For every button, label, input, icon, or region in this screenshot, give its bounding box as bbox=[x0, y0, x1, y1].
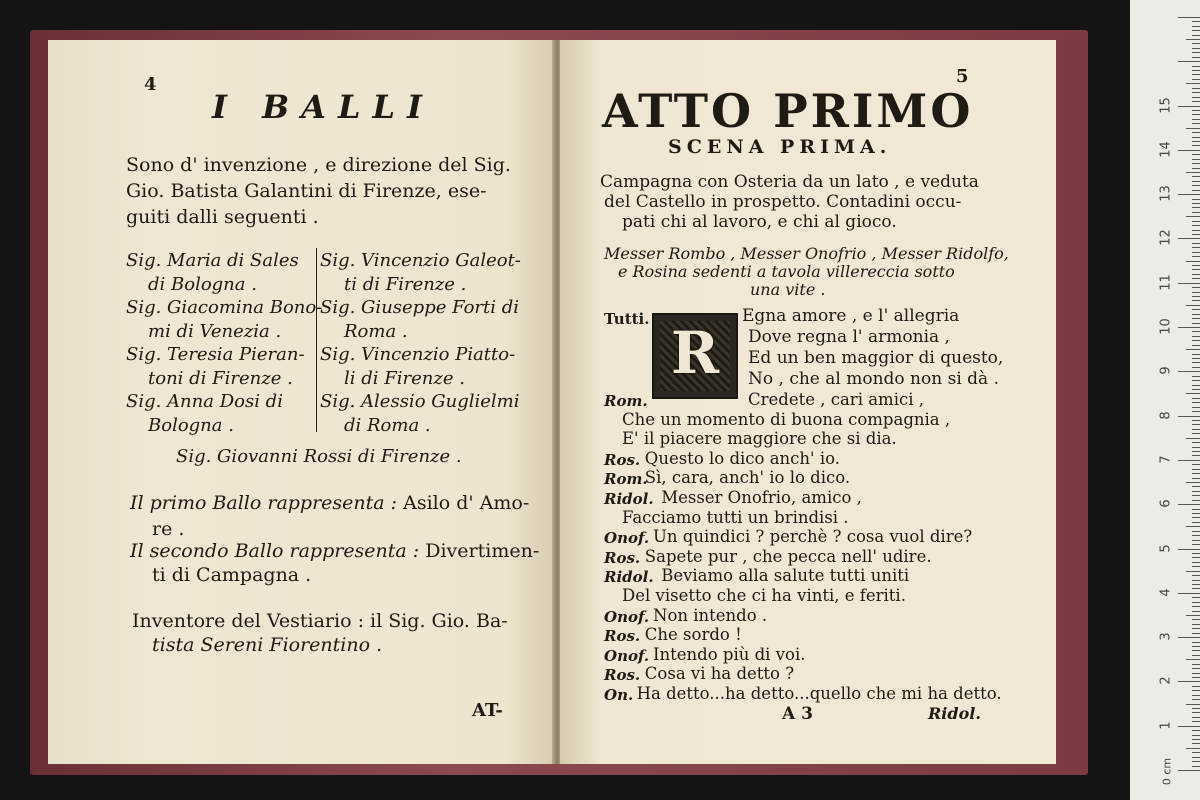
ruler-tick bbox=[1192, 646, 1200, 647]
costume-line: Inventore del Vestiario : il Sig. Gio. Ba- bbox=[132, 610, 508, 632]
ballo-line: re . bbox=[152, 518, 185, 540]
ruler-tick bbox=[1192, 221, 1200, 222]
ruler-tick bbox=[1192, 495, 1200, 496]
ruler-tick bbox=[1192, 30, 1200, 31]
verse-line: Dove regna l' armonia , bbox=[748, 327, 950, 347]
dancer-entry: toni di Firenze . bbox=[148, 368, 293, 389]
ruler-tick bbox=[1192, 137, 1200, 138]
ruler-tick bbox=[1192, 531, 1200, 532]
ruler-tick bbox=[1192, 141, 1200, 142]
ruler-tick bbox=[1192, 185, 1200, 186]
ruler-tick bbox=[1192, 252, 1200, 253]
ruler-number: 14 bbox=[1158, 141, 1174, 158]
ruler-tick bbox=[1186, 393, 1200, 394]
ruler-tick bbox=[1186, 172, 1200, 173]
ruler-tick bbox=[1192, 588, 1200, 589]
ruler-tick bbox=[1192, 717, 1200, 718]
ruler-tick bbox=[1192, 207, 1200, 208]
column-separator bbox=[316, 248, 317, 432]
ballo-line: ti di Campagna . bbox=[152, 564, 312, 586]
ruler-tick bbox=[1186, 261, 1200, 262]
dialogue-line: Cosa vi ha detto ? bbox=[644, 664, 795, 684]
dialogue-line: Sapete pur , che pecca nell' udire. bbox=[644, 546, 932, 566]
ruler-tick bbox=[1178, 460, 1200, 461]
dancer-entry: Roma . bbox=[344, 321, 408, 342]
costume-line: tista Sereni Fiorentino . bbox=[152, 634, 383, 656]
verse-line: Ed un ben maggior di questo, bbox=[748, 348, 1004, 368]
ruler-tick bbox=[1192, 535, 1200, 536]
characters-line: Messer Rombo , Messer Onofrio , Messer Ridolfo, bbox=[604, 244, 1009, 263]
ruler-tick bbox=[1192, 309, 1200, 310]
ruler-tick bbox=[1192, 43, 1200, 44]
dancer-entry: ti di Firenze . bbox=[344, 274, 467, 295]
ruler-tick bbox=[1192, 730, 1200, 731]
ruler-tick bbox=[1192, 402, 1200, 403]
intro-line: Sono d' invenzione , e direzione del Sig. bbox=[126, 154, 511, 176]
ruler-tick bbox=[1192, 199, 1200, 200]
ruler-tick bbox=[1192, 580, 1200, 581]
ruler-tick bbox=[1192, 323, 1200, 324]
ballo-label: Il primo Ballo rappresenta : bbox=[130, 492, 398, 514]
ruler-tick bbox=[1192, 544, 1200, 545]
speaker-label: Ros. bbox=[604, 450, 641, 469]
ruler-tick bbox=[1192, 52, 1200, 53]
ruler-tick bbox=[1192, 761, 1200, 762]
ruler-tick bbox=[1192, 433, 1200, 434]
dialogue-line: Del visetto che ci ha vinti, e feriti. bbox=[622, 586, 906, 605]
ruler-tick bbox=[1192, 97, 1200, 98]
ruler-tick bbox=[1178, 549, 1200, 550]
ruler-number: 7 bbox=[1158, 455, 1174, 464]
ruler-tick bbox=[1186, 349, 1200, 350]
ruler-tick bbox=[1178, 504, 1200, 505]
ruler-tick bbox=[1192, 336, 1200, 337]
ruler-tick bbox=[1192, 79, 1200, 80]
ruler-tick bbox=[1192, 486, 1200, 487]
dancer-entry: Sig. Giacomina Bono- bbox=[126, 297, 323, 318]
ruler-tick bbox=[1192, 735, 1200, 736]
ruler-tick bbox=[1192, 176, 1200, 177]
ruler-tick bbox=[1192, 739, 1200, 740]
ruler-tick bbox=[1186, 438, 1200, 439]
ruler-tick bbox=[1192, 269, 1200, 270]
dialogue-line: Che un momento di buona compagnia , bbox=[622, 409, 951, 429]
dancer-entry: Sig. Maria di Sales bbox=[126, 250, 299, 271]
ruler-tick bbox=[1192, 668, 1200, 669]
ruler-tick bbox=[1192, 429, 1200, 430]
dialogue-line: Che sordo ! bbox=[644, 625, 742, 645]
ruler-tick bbox=[1192, 540, 1200, 541]
ruler-tick bbox=[1192, 628, 1200, 629]
scene-title: SCENA PRIMA. bbox=[668, 136, 892, 158]
dancer-entry: di Bologna . bbox=[148, 274, 257, 295]
ruler-tick bbox=[1178, 61, 1200, 62]
ballo-label: Il secondo Ballo rappresenta : bbox=[130, 540, 420, 562]
left-page bbox=[48, 40, 554, 764]
ruler-tick bbox=[1192, 292, 1200, 293]
ruler-tick bbox=[1192, 673, 1200, 674]
ballo-line bbox=[130, 540, 539, 562]
ruler-tick bbox=[1192, 695, 1200, 696]
ruler-tick bbox=[1192, 650, 1200, 651]
ruler-tick bbox=[1192, 70, 1200, 71]
ruler-tick bbox=[1186, 216, 1200, 217]
ruler-tick bbox=[1178, 106, 1200, 107]
ruler-tick bbox=[1192, 168, 1200, 169]
speaker-label: Ros. bbox=[604, 666, 641, 685]
ruler-tick bbox=[1192, 101, 1200, 102]
ruler-tick bbox=[1192, 655, 1200, 656]
intro-line: guiti dalli seguenti . bbox=[126, 206, 319, 228]
ruler-tick bbox=[1192, 575, 1200, 576]
ruler-tick bbox=[1186, 83, 1200, 84]
signature-mark: A 3 bbox=[782, 704, 813, 724]
ballo-text: Divertimen- bbox=[425, 540, 540, 562]
ruler-tick bbox=[1186, 526, 1200, 527]
ruler-tick bbox=[1192, 566, 1200, 567]
ruler-tick bbox=[1186, 615, 1200, 616]
dancer-entry: Sig. Giovanni Rossi di Firenze . bbox=[176, 446, 462, 467]
ruler-number: 5 bbox=[1158, 543, 1174, 553]
dancer-entry: li di Firenze . bbox=[344, 368, 465, 389]
ruler-tick bbox=[1192, 247, 1200, 248]
ruler-tick bbox=[1186, 748, 1200, 749]
ruler-tick bbox=[1192, 385, 1200, 386]
speaker-label: Rom. bbox=[604, 470, 648, 489]
ruler-number: 9 bbox=[1158, 366, 1174, 375]
ruler-tick bbox=[1192, 721, 1200, 722]
ruler-number: 6 bbox=[1158, 499, 1174, 508]
ruler-tick bbox=[1192, 119, 1200, 120]
catchword: AT- bbox=[472, 700, 503, 721]
ruler-tick bbox=[1192, 300, 1200, 301]
ruler-tick bbox=[1192, 367, 1200, 368]
ruler-tick bbox=[1192, 500, 1200, 501]
speaker-label: Ros. bbox=[604, 627, 641, 646]
ruler-tick bbox=[1192, 517, 1200, 518]
ruler-number: 1 bbox=[1158, 721, 1174, 730]
right-page bbox=[560, 40, 1056, 764]
ruler-tick bbox=[1178, 283, 1200, 284]
ruler-tick bbox=[1192, 376, 1200, 377]
ruler-tick bbox=[1192, 522, 1200, 523]
ruler-tick bbox=[1192, 424, 1200, 425]
ruler-tick bbox=[1192, 447, 1200, 448]
ruler-tick bbox=[1192, 699, 1200, 700]
ruler-tick bbox=[1192, 145, 1200, 146]
ruler-tick bbox=[1192, 345, 1200, 346]
ornament-letter: R bbox=[670, 319, 720, 387]
ruler-tick bbox=[1192, 455, 1200, 456]
ruler-tick bbox=[1192, 354, 1200, 355]
ruler-tick bbox=[1192, 74, 1200, 75]
ruler-number: 13 bbox=[1158, 185, 1174, 202]
ruler-tick bbox=[1192, 633, 1200, 634]
ruler-tick bbox=[1192, 362, 1200, 363]
dialogue-line: Credete , cari amici , bbox=[748, 390, 924, 409]
ruler-tick bbox=[1192, 92, 1200, 93]
ruler-tick bbox=[1192, 708, 1200, 709]
ruler-tick bbox=[1192, 274, 1200, 275]
dancer-entry: Sig. Vincenzio Piatto- bbox=[320, 344, 516, 365]
dialogue-line: Sì, cara, anch' io lo dico. bbox=[644, 468, 851, 488]
ruler-tick bbox=[1192, 606, 1200, 607]
dancer-entry: mi di Venezia . bbox=[148, 321, 282, 342]
ruler-tick bbox=[1192, 163, 1200, 164]
dialogue-line: Facciamo tutti un brindisi . bbox=[622, 507, 849, 527]
ruler-tick bbox=[1192, 181, 1200, 182]
ruler-tick bbox=[1178, 593, 1200, 594]
ruler-tick bbox=[1192, 243, 1200, 244]
ruler-tick bbox=[1192, 677, 1200, 678]
ballo-line bbox=[130, 492, 529, 514]
page-heading: I BALLI bbox=[212, 88, 434, 126]
ruler-tick bbox=[1192, 21, 1200, 22]
ruler-tick bbox=[1192, 278, 1200, 279]
ruler-tick bbox=[1192, 110, 1200, 111]
ruler-tick bbox=[1178, 371, 1200, 372]
ruler-tick bbox=[1192, 287, 1200, 288]
speaker-label: Ros. bbox=[604, 548, 641, 567]
ruler-tick bbox=[1192, 766, 1200, 767]
dancer-entry: Sig. Anna Dosi di bbox=[126, 391, 283, 412]
verse-line: No , che al mondo non si dà . bbox=[748, 369, 999, 389]
ruler-tick bbox=[1178, 416, 1200, 417]
speaker-label: Ridol. bbox=[604, 490, 654, 508]
ruler-tick bbox=[1186, 128, 1200, 129]
speaker-label: Onof. bbox=[604, 646, 650, 665]
ruler-tick bbox=[1192, 491, 1200, 492]
setting-line: del Castello in prospetto. Contadini occu- bbox=[604, 192, 962, 212]
ruler-tick bbox=[1192, 602, 1200, 603]
ruler-number: 12 bbox=[1158, 229, 1174, 247]
ruler-tick bbox=[1192, 57, 1200, 58]
ruler-number: 8 bbox=[1158, 410, 1174, 420]
ruler-tick bbox=[1192, 712, 1200, 713]
ruler-tick bbox=[1192, 664, 1200, 665]
ruler-number: 3 bbox=[1158, 632, 1174, 641]
ruler-tick bbox=[1186, 571, 1200, 572]
ruler-tick bbox=[1192, 464, 1200, 465]
ruler-tick bbox=[1192, 690, 1200, 691]
ruler-tick bbox=[1192, 225, 1200, 226]
ruler-tick bbox=[1192, 88, 1200, 89]
ruler-tick bbox=[1192, 509, 1200, 510]
dancer-entry: Sig. Alessio Guglielmi bbox=[320, 391, 520, 412]
ruler-tick bbox=[1192, 35, 1200, 36]
ruler-tick bbox=[1192, 159, 1200, 160]
setting-line: Campagna con Osteria da un lato , e veduta bbox=[600, 172, 979, 192]
ruler-tick bbox=[1192, 265, 1200, 266]
measurement-ruler bbox=[1130, 0, 1200, 800]
speaker-label: Onof. bbox=[604, 607, 650, 626]
ruler-tick bbox=[1192, 513, 1200, 514]
ruler-tick bbox=[1192, 340, 1200, 341]
ruler-tick bbox=[1178, 770, 1200, 771]
ruler-number: 11 bbox=[1158, 273, 1174, 291]
ruler-number: 2 bbox=[1158, 676, 1174, 686]
ruler-tick bbox=[1192, 757, 1200, 758]
ruler-tick bbox=[1192, 624, 1200, 625]
ruler-tick bbox=[1192, 752, 1200, 753]
dialogue-line: Questo lo dico anch' io. bbox=[644, 448, 840, 468]
dialogue-line: Beviamo alla salute tutti uniti bbox=[661, 566, 910, 586]
ruler-tick bbox=[1192, 619, 1200, 620]
verse-line: Egna amore , e l' allegria bbox=[742, 306, 960, 326]
ruler-tick bbox=[1192, 451, 1200, 452]
ruler-tick bbox=[1178, 637, 1200, 638]
ruler-tick bbox=[1192, 473, 1200, 474]
ruler-tick bbox=[1192, 611, 1200, 612]
ruler-tick bbox=[1178, 194, 1200, 195]
ruler-tick bbox=[1178, 726, 1200, 727]
dancer-entry: di Roma . bbox=[344, 415, 431, 436]
ruler-tick bbox=[1192, 154, 1200, 155]
ruler-tick bbox=[1192, 442, 1200, 443]
ruler-tick bbox=[1178, 681, 1200, 682]
ruler-tick bbox=[1192, 203, 1200, 204]
ruler-tick bbox=[1192, 469, 1200, 470]
ruler-tick bbox=[1192, 743, 1200, 744]
ruler-tick bbox=[1192, 562, 1200, 563]
decorated-initial-r bbox=[652, 313, 738, 399]
ruler-tick bbox=[1192, 230, 1200, 231]
ruler-unit: 0 cm bbox=[1160, 757, 1174, 786]
ruler-tick bbox=[1192, 478, 1200, 479]
act-title: ATTO PRIMO bbox=[602, 84, 974, 138]
ruler-tick bbox=[1192, 398, 1200, 399]
ruler-tick bbox=[1192, 123, 1200, 124]
intro-line: Gio. Batista Galantini di Firenze, ese- bbox=[126, 180, 487, 202]
ruler-tick bbox=[1192, 553, 1200, 554]
ruler-tick bbox=[1192, 358, 1200, 359]
ruler-tick bbox=[1186, 39, 1200, 40]
ruler-tick bbox=[1192, 26, 1200, 27]
characters-line: e Rosina sedenti a tavola villereccia sotto bbox=[618, 262, 955, 281]
ruler-number: 4 bbox=[1158, 588, 1174, 597]
ruler-tick bbox=[1192, 597, 1200, 598]
dialogue-line: Messer Onofrio, amico , bbox=[661, 488, 862, 507]
characters-line: una vite . bbox=[750, 280, 826, 299]
dancer-entry: Sig. Teresia Pieran- bbox=[126, 344, 305, 365]
ruler-tick bbox=[1192, 686, 1200, 687]
ruler-tick bbox=[1192, 407, 1200, 408]
ruler-number: 15 bbox=[1158, 96, 1174, 114]
ballo-text: Asilo d' Amo- bbox=[403, 492, 530, 514]
ruler-tick bbox=[1178, 238, 1200, 239]
ruler-tick bbox=[1192, 411, 1200, 412]
catchword: Ridol. bbox=[928, 704, 981, 723]
page-number: 5 bbox=[956, 66, 969, 87]
ruler-tick bbox=[1192, 66, 1200, 67]
ruler-tick bbox=[1192, 114, 1200, 115]
ruler-tick bbox=[1186, 704, 1200, 705]
ruler-tick bbox=[1192, 234, 1200, 235]
ruler-number: 10 bbox=[1158, 318, 1174, 335]
dancer-entry: Sig. Vincenzio Galeot- bbox=[320, 250, 521, 271]
speaker-label: Rom. bbox=[604, 392, 648, 410]
ruler-tick bbox=[1192, 132, 1200, 133]
ruler-tick bbox=[1192, 48, 1200, 49]
ruler-tick bbox=[1186, 482, 1200, 483]
page-number: 4 bbox=[144, 74, 157, 95]
ruler-tick bbox=[1178, 327, 1200, 328]
ruler-tick bbox=[1192, 256, 1200, 257]
ruler-tick bbox=[1186, 305, 1200, 306]
speaker-label: On. bbox=[604, 686, 634, 704]
ruler-tick bbox=[1192, 642, 1200, 643]
ruler-tick bbox=[1192, 314, 1200, 315]
ruler-tick bbox=[1186, 659, 1200, 660]
dialogue-line: Intendo più di voi. bbox=[653, 644, 806, 664]
ruler-tick bbox=[1192, 212, 1200, 213]
ruler-tick bbox=[1192, 420, 1200, 421]
ruler-tick bbox=[1192, 296, 1200, 297]
speaker-label: Onof. bbox=[604, 529, 650, 548]
ruler-tick bbox=[1192, 190, 1200, 191]
dancer-entry: Sig. Giuseppe Forti di bbox=[320, 297, 520, 318]
ruler-tick bbox=[1178, 150, 1200, 151]
dancer-entry: Bologna . bbox=[148, 415, 234, 436]
ruler-tick bbox=[1192, 584, 1200, 585]
ruler-tick bbox=[1178, 17, 1200, 18]
speaker-label: Ridol. bbox=[604, 568, 654, 587]
setting-line: pati chi al lavoro, e chi al gioco. bbox=[622, 212, 897, 232]
ruler-tick bbox=[1192, 389, 1200, 390]
speaker-label: Tutti. bbox=[604, 310, 650, 328]
dialogue-line: Ha detto...ha detto...quello che mi ha detto. bbox=[636, 684, 1002, 703]
ruler-tick bbox=[1192, 557, 1200, 558]
dialogue-line: Un quindici ? perchè ? cosa vuol dire? bbox=[653, 527, 973, 547]
dialogue-line: Non intendo . bbox=[653, 605, 768, 625]
dialogue-line: E' il piacere maggiore che si dia. bbox=[622, 429, 897, 449]
ruler-tick bbox=[1192, 380, 1200, 381]
ruler-tick bbox=[1192, 331, 1200, 332]
ruler-tick bbox=[1192, 318, 1200, 319]
